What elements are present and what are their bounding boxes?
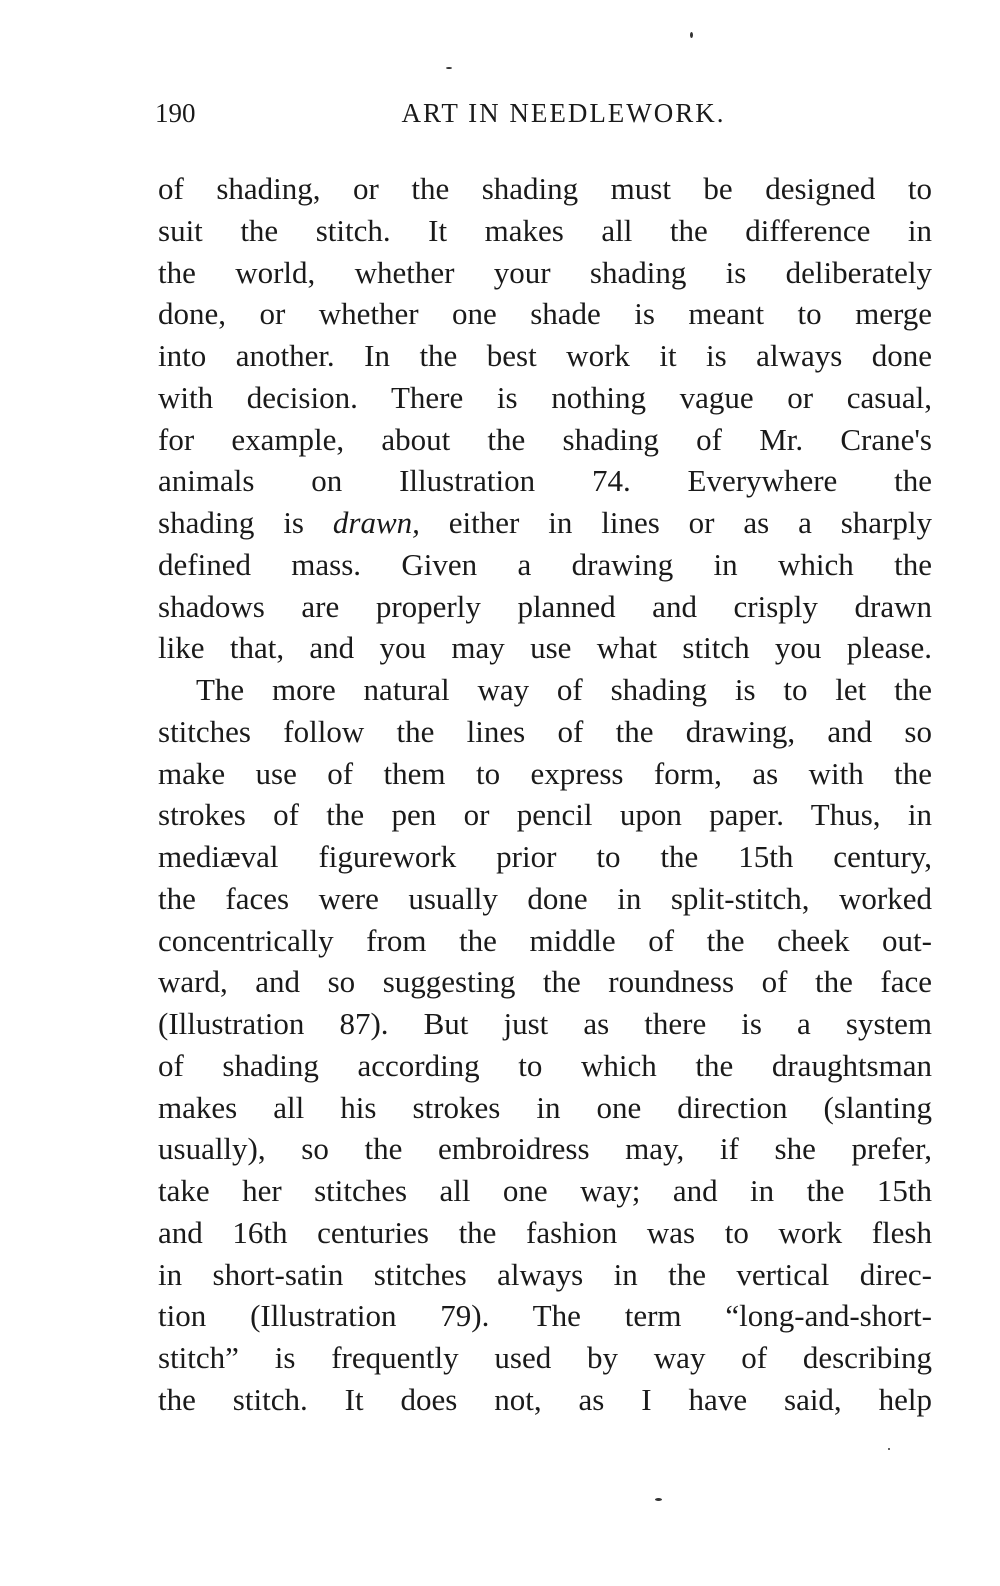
text-line: make use of them to express form, as with the (158, 755, 932, 791)
text-span: shading is (158, 505, 333, 540)
text-line: stitch” is frequently used by way of describing (158, 1340, 932, 1375)
text-line: with decision. There is nothing vague or casual, (158, 379, 932, 415)
text-line: strokes of the pen or pencil upon paper. Thus, in (158, 797, 932, 833)
text-line: defined mass. Given a drawing in which the (158, 546, 932, 582)
text-line: makes all his strokes in one direction (slanting (158, 1089, 932, 1125)
text-line: the stitch. It does not, as I have said, help (158, 1381, 932, 1417)
text-line: usually), so the embroidress may, if she prefer, (158, 1131, 932, 1167)
scan-speck (655, 1498, 662, 1501)
text-line: of shading according to which the draughtsman (158, 1047, 932, 1083)
italic-word: drawn, (332, 505, 420, 540)
paragraph-2 (158, 669, 932, 1421)
text-line: ward, and so suggesting the roundness of the face (158, 964, 932, 1000)
paragraph-1 (158, 168, 932, 669)
text-line: stitches follow the lines of the drawing, and so (158, 713, 932, 749)
text-line: done, or whether one shade is meant to merge (158, 296, 932, 332)
text-line: like that, and you may use what stitch you please. (158, 630, 932, 666)
text-line: for example, about the shading of Mr. Crane's (158, 421, 932, 457)
text-line: into another. In the best work it is always done (158, 338, 932, 373)
text-line: suit the stitch. It makes all the difference in (158, 212, 932, 248)
running-title: ART IN NEEDLEWORK. (401, 98, 726, 128)
page-body (158, 168, 932, 1421)
text-line: of shading, or the shading must be designed to (158, 171, 932, 206)
text-line: concentrically from the middle of the cheek out- (158, 922, 932, 958)
text-line: The more natural way of shading is to let the (196, 672, 932, 707)
text-line: in short-satin stitches always in the vertical direc- (158, 1256, 932, 1292)
text-line: animals on Illustration 74. Everywhere the (158, 463, 932, 499)
text-line: shadows are properly planned and crisply drawn (158, 588, 932, 624)
text-line: mediæval figurework prior to the 15th century, (158, 839, 932, 874)
text-span: either in lines or as a sharply (419, 505, 932, 540)
scan-speck (446, 67, 452, 69)
scan-speck (690, 32, 693, 38)
text-line: the faces were usually done in split-stitch, worked (158, 880, 932, 916)
page-number: 190 (155, 98, 196, 128)
text-line: tion (Illustration 79). The term “long-and-short- (158, 1298, 932, 1334)
text-line: take her stitches all one way; and in the 15th (158, 1173, 932, 1208)
running-header (155, 98, 932, 138)
text-line: the world, whether your shading is deliberately (158, 254, 932, 290)
text-line: (Illustration 87). But just as there is a system (158, 1006, 932, 1041)
text-line: and 16th centuries the fashion was to work flesh (158, 1214, 932, 1250)
text-line (158, 502, 932, 544)
scan-speck (888, 1448, 890, 1450)
